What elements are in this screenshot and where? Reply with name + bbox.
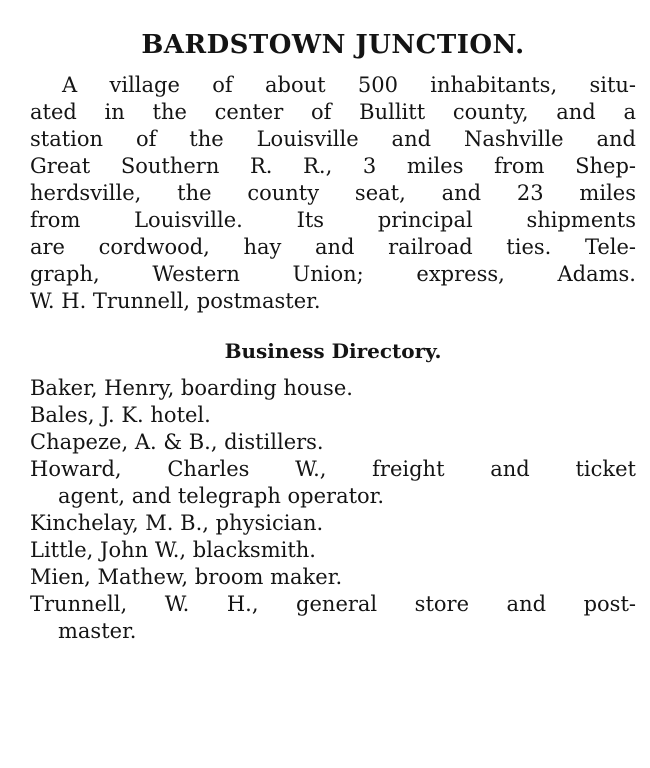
directory-entry: [30, 375, 636, 402]
intro-paragraph: [30, 72, 636, 315]
intro-line: A village of about 500 inhabitants, situ-: [62, 73, 636, 97]
directory-entry-line: Bales, J. K. hotel.: [30, 403, 211, 427]
intro-line: Great Southern R. R., 3 miles from Shep-: [30, 154, 636, 178]
page-title: BARDSTOWN JUNCTION.: [141, 30, 525, 60]
directory-entry-line: Little, John W., blacksmith.: [30, 538, 316, 562]
directory-entry: [30, 564, 636, 591]
directory-entry-line: Chapeze, A. & B., distillers.: [30, 430, 324, 454]
directory-entry-continuation: master.: [58, 619, 137, 643]
directory-heading: Business Directory.: [224, 339, 442, 363]
intro-line: graph, Western Union; express, Adams.: [30, 262, 636, 286]
intro-line: from Louisville. Its principal shipments: [30, 208, 636, 232]
directory-entry-line: Kinchelay, M. B., physician.: [30, 511, 324, 535]
intro-line: station of the Louisville and Nashville and: [30, 127, 636, 151]
intro-line: ated in the center of Bullitt county, and a: [30, 100, 636, 124]
directory-entry-line: Howard, Charles W., freight and ticket: [30, 457, 636, 481]
directory-entry: [30, 537, 636, 564]
intro-line: are cordwood, hay and railroad ties. Tele-: [30, 235, 636, 259]
directory-entry-line: Baker, Henry, boarding house.: [30, 376, 353, 400]
directory-entry: [30, 591, 636, 645]
directory-entry-line: Trunnell, W. H., general store and post-: [30, 592, 636, 616]
intro-line: W. H. Trunnell, postmaster.: [30, 289, 321, 313]
directory-entry-line: Mien, Mathew, broom maker.: [30, 565, 343, 589]
intro-line: herdsville, the county seat, and 23 miles: [30, 181, 636, 205]
directory-entry: [30, 456, 636, 510]
directory-page: [30, 28, 636, 645]
directory-entry: [30, 510, 636, 537]
directory-entry: [30, 429, 636, 456]
directory-entry-continuation: agent, and telegraph operator.: [58, 484, 385, 508]
business-directory-list: [30, 375, 636, 645]
directory-entry: [30, 402, 636, 429]
